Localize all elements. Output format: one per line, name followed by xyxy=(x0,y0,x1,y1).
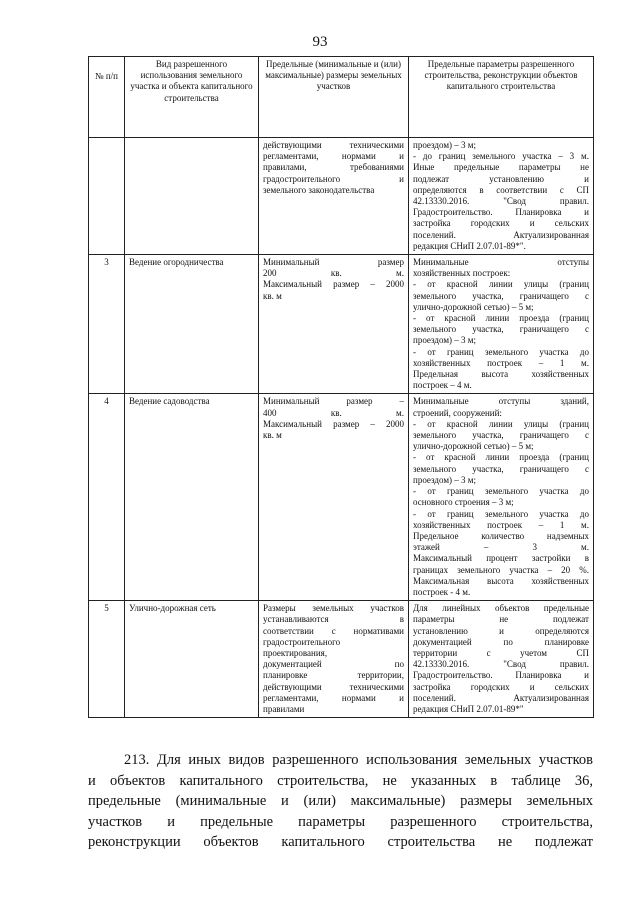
cell-line: - от красной линии улицы (границ xyxy=(413,279,589,290)
row-use-type: Ведение огородничества xyxy=(125,255,259,394)
cell-line: Минимальные отступы зданий, xyxy=(413,396,589,407)
cell-line: Максимальный процент застройки в xyxy=(413,553,589,564)
row-plot-sizes xyxy=(259,394,409,601)
cell-line: поселений. Актуализированная xyxy=(413,229,589,240)
row-use-type: Ведение садоводства xyxy=(125,394,259,601)
row-number: 4 xyxy=(89,394,125,601)
cell-line: градостроительного xyxy=(263,636,341,647)
cell-line: регламентами, нормами и xyxy=(263,692,404,703)
cell-line: Максимальная высота хозяйственных xyxy=(413,575,589,586)
cell-line: хозяйственных построек – 1 м. xyxy=(413,519,589,530)
cell-line: Максимальный размер – 2000 xyxy=(263,418,404,429)
cell-line: редакция СНиП 2.07.01-89*". xyxy=(413,240,526,251)
cell-line: строений, сооружений: xyxy=(413,407,502,418)
row-construction-params xyxy=(409,601,594,718)
cell-line: устанавливаются в xyxy=(263,614,404,625)
header-use-type: Вид разрешенного использования земельного участка и объекта капитального строительства xyxy=(125,57,259,138)
cell-line: регламентами, нормами и xyxy=(263,151,404,162)
cell-line: основного строения – 3 м; xyxy=(413,497,514,508)
cell-line: земельного участка, граничащего с xyxy=(413,463,589,474)
cell-line: - от красной линии проезда (границ xyxy=(413,452,589,463)
row-construction-params xyxy=(409,255,594,394)
cell-line: хозяйственных построек – 1 м. xyxy=(413,357,589,368)
header-number: № п/п xyxy=(89,57,125,138)
cell-line: - от границ земельного участка до xyxy=(413,508,589,519)
paragraph-line: 213. Для иных видов разрешенного использования земельных участков xyxy=(124,752,593,768)
cell-line: - от красной линии проезда (границ xyxy=(413,313,589,324)
row-plot-sizes xyxy=(259,138,409,255)
table-row xyxy=(89,394,594,601)
row-number xyxy=(89,138,125,255)
cell-line: Градостроительство. Планировка и xyxy=(413,207,589,218)
cell-line: застройка городских и сельских xyxy=(413,681,589,692)
cell-line: планировке территории, xyxy=(263,670,404,681)
cell-line: кв. м xyxy=(263,430,282,441)
cell-line: Максимальный размер – 2000 xyxy=(263,279,404,290)
row-number: 3 xyxy=(89,255,125,394)
paragraph-213 xyxy=(88,750,593,853)
cell-line: проездом) – 3 м; xyxy=(413,140,476,150)
cell-line: документацией по xyxy=(263,659,404,670)
cell-line: определяются в соответствии с СП xyxy=(413,184,589,195)
cell-line: Минимальный размер xyxy=(263,257,404,268)
cell-line: Иные предельные параметры не xyxy=(413,162,589,173)
cell-line: установлению и определяются xyxy=(413,625,589,636)
row-construction-params xyxy=(409,394,594,601)
cell-line: соответствии с нормативами xyxy=(263,625,404,636)
cell-line: построек – 4 м. xyxy=(413,380,472,391)
cell-line: Градостроительство. Планировка и xyxy=(413,670,589,681)
cell-line: проездом) – 3 м; xyxy=(413,474,476,485)
cell-line: подлежат установлению и xyxy=(413,173,589,184)
table-row xyxy=(89,255,594,394)
cell-line: 400 кв. м. xyxy=(263,407,404,418)
cell-line: земельного участка, граничащего с xyxy=(413,430,589,441)
cell-line: - от границ земельного участка до xyxy=(413,486,589,497)
cell-line: построек - 4 м. xyxy=(413,586,471,597)
cell-line: Минимальный размер – xyxy=(263,396,404,407)
zoning-parameters-table xyxy=(88,56,594,718)
cell-line: Минимальные отступы xyxy=(413,257,589,268)
cell-line: документацией по планировке xyxy=(413,636,589,647)
cell-line: редакция СНиП 2.07.01-89*" xyxy=(413,703,524,714)
cell-line: - до границ земельного участка – 3 м. xyxy=(413,151,589,162)
cell-line: Размеры земельных участков xyxy=(263,603,404,614)
header-construction-params: Предельные параметры разрешенного строительства, реконструкции объектов капитального строительства xyxy=(409,57,594,138)
cell-line: земельного законодательства xyxy=(263,184,375,195)
cell-line: - от границ земельного участка до xyxy=(413,346,589,357)
row-construction-params xyxy=(409,138,594,255)
table-row xyxy=(89,601,594,718)
cell-line: 200 кв. м. xyxy=(263,268,404,279)
cell-line: Предельная высота хозяйственных xyxy=(413,369,589,380)
cell-line: параметры не подлежат xyxy=(413,614,589,625)
cell-line: границах земельного участка – 20 %. xyxy=(413,564,589,575)
cell-line: правилами xyxy=(263,703,305,714)
cell-line: земельного участка, граничащего с xyxy=(413,324,589,335)
cell-line: улично-дорожной сетью) – 5 м; xyxy=(413,441,534,452)
cell-line: Для линейных объектов предельные xyxy=(413,603,589,614)
cell-line: - от красной линии улицы (границ xyxy=(413,418,589,429)
row-use-type: Улично-дорожная сеть xyxy=(125,601,259,718)
paragraph-line: участков и предельные параметры разрешенного строительства, xyxy=(88,813,593,830)
row-use-type xyxy=(125,138,259,255)
cell-line: 42.13330.2016. "Свод правил. xyxy=(413,659,589,670)
table-row xyxy=(89,138,594,255)
cell-line: кв. м xyxy=(263,290,282,301)
cell-line: действующими техническими xyxy=(263,681,404,692)
row-plot-sizes xyxy=(259,601,409,718)
cell-line: правилами, требованиями xyxy=(263,162,404,173)
cell-line: хозяйственных построек: xyxy=(413,268,511,279)
row-number: 5 xyxy=(89,601,125,718)
cell-line: действующими техническими xyxy=(263,140,404,150)
cell-line: этажей – 3 м. xyxy=(413,542,589,553)
paragraph-line: реконструкции объектов капитального строительства не подлежат xyxy=(88,834,593,850)
page-number: 93 xyxy=(312,34,328,50)
cell-line: поселений. Актуализированная xyxy=(413,692,589,703)
paragraph-line: и объектов капитального строительства, не указанных в таблице 36, xyxy=(88,772,593,789)
cell-line: Предельное количество надземных xyxy=(413,530,589,541)
header-plot-sizes: Предельные (минимальные и (или) максимальные) размеры земельных участков xyxy=(259,57,409,138)
paragraph-line: предельные (минимальные и (или) максимальные) размеры земельных xyxy=(88,793,593,809)
cell-line: градостроительного и xyxy=(263,173,404,184)
cell-line: застройка городских и сельских xyxy=(413,218,589,229)
cell-line: земельного участка, граничащего с xyxy=(413,290,589,301)
row-plot-sizes xyxy=(259,255,409,394)
table-header-row xyxy=(89,57,594,138)
cell-line: территории с учетом СП xyxy=(413,647,589,658)
cell-line: 42.13330.2016. "Свод правил. xyxy=(413,196,589,207)
cell-line: улично-дорожной сетью) – 5 м; xyxy=(413,301,534,312)
cell-line: проектирования, xyxy=(263,647,328,658)
cell-line: проездом) – 3 м; xyxy=(413,335,476,346)
